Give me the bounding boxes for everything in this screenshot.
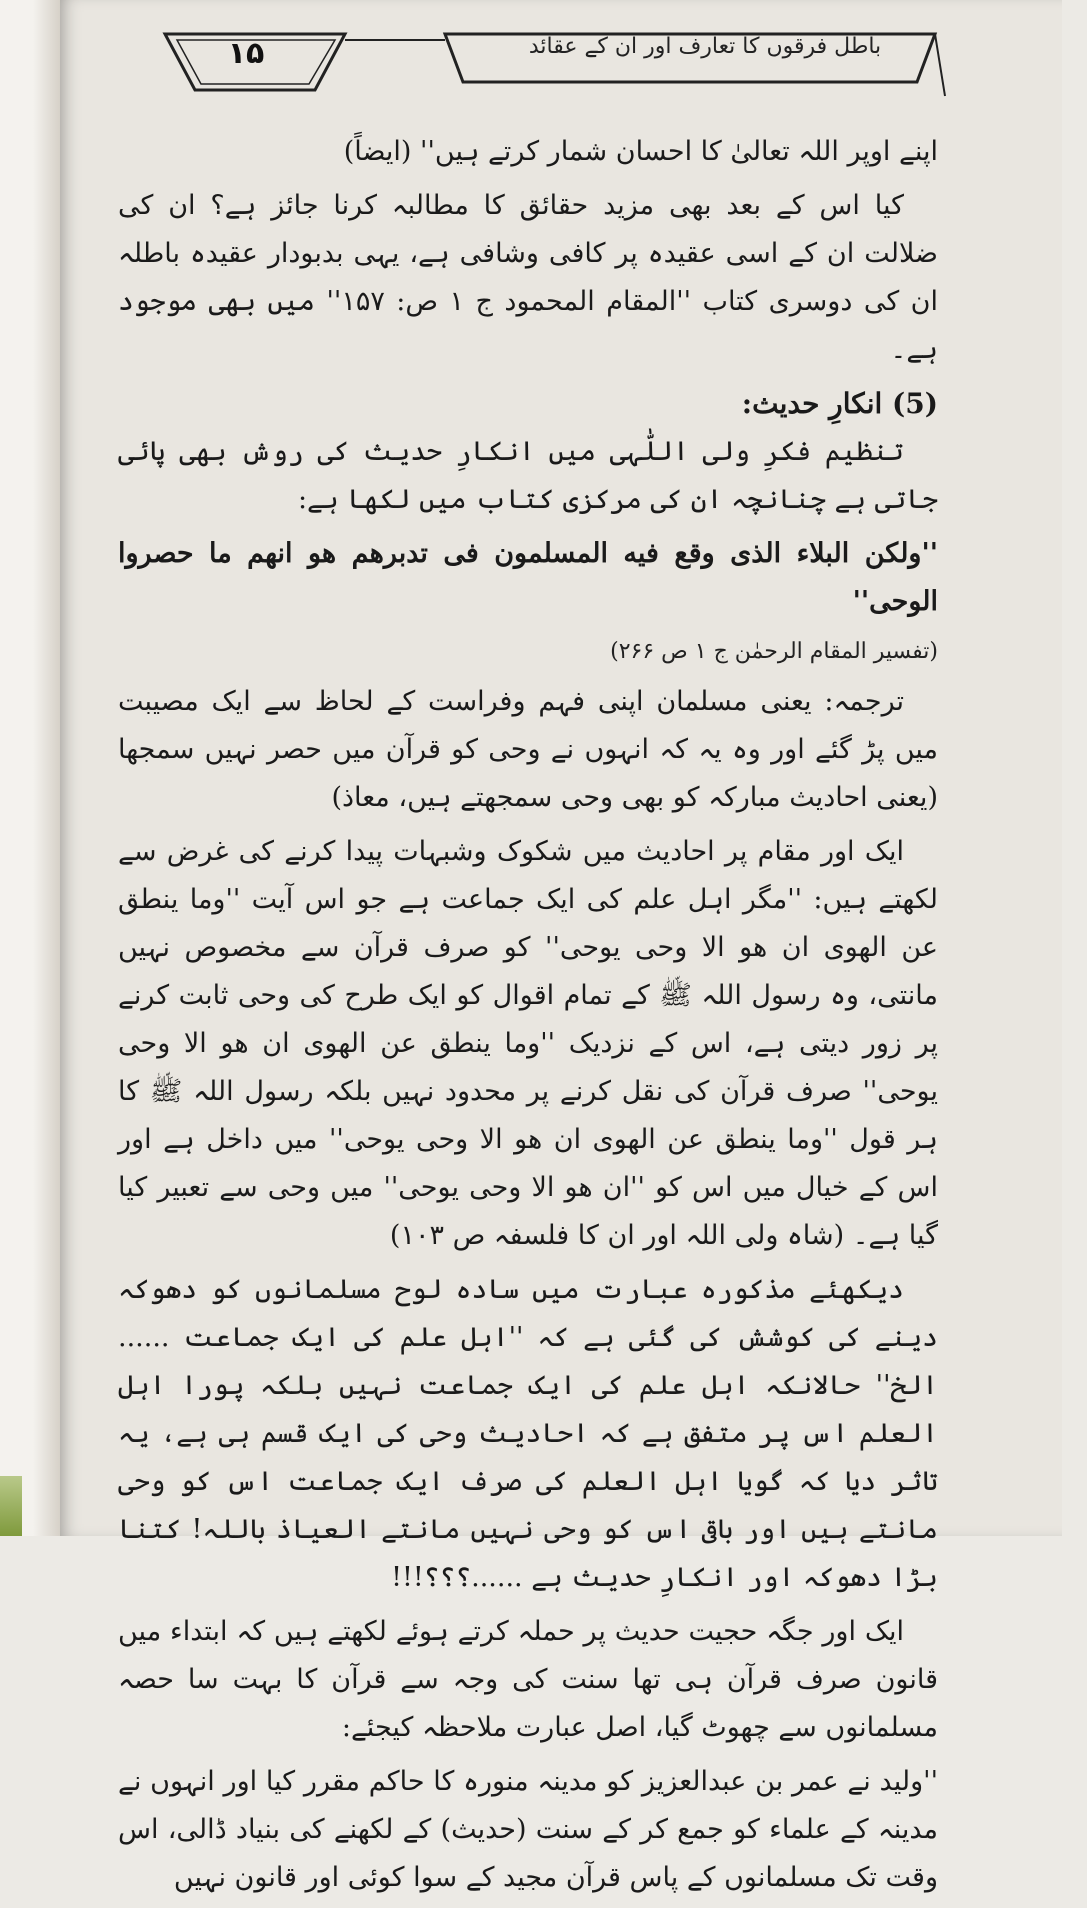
paragraph-1: اپنے اوپر اللہ تعالیٰ کا احسان شمار کرتے ہیں'' (ایضاً) [118,128,938,176]
paragraph-2: کیا اس کے بعد بھی مزید حقائق کا مطالبہ کرنا جائز ہے؟ ان کی ضلالت ان کے اسی عقیدہ پر کافی وشافی ہے، یہی بدبودار عقیدہ باطلہ ان کی دوسری کتاب ''المقام المحمود ج ۱ ص: ۱۵۷'' میں بھی موجود ہے۔ [118,182,938,374]
paragraph-4: ایک اور مقام پر احادیث میں شکوک وشبہات پیدا کرنے کی غرض سے لکھتے ہیں: ''مگر اہل علم کی ایک جماعت ہے جو اس آیت ''وما ینطق عن الھوی ان ھو الا وحی یوحی'' کو صرف قرآن سے مخصوص نہیں مانتی، وہ رسول اللہ ﷺ کے تمام اقوال کو ایک طرح کی وحی ثابت کرنے پر زور دیتی ہے، اس کے نزدیک ''وما ینطق عن الھوی ان ھو الا وحی یوحی'' صرف قرآن کی نقل کرنے پر محدود نہیں بلکہ رسول اللہ ﷺ کا ہر قول ''وما ینطق عن الھوی ان ھو الا وحی یوحی'' میں داخل ہے اور اس کے خیال میں اس کو ''ان ھو الا وحی یوحی'' میں وحی سے تعبیر کیا گیا ہے۔ (شاہ ولی اللہ اور ان کا فلسفہ ص ۱۰۳) [118,828,938,1260]
paragraph-6: ایک اور جگہ حجیت حدیث پر حملہ کرتے ہوئے لکھتے ہیں کہ ابتداء میں قانون صرف قرآن ہی تھا سنت کی وجہ سے قرآن کا بہت سا حصہ مسلمانوں سے چھوٹ گیا، اصل عبارت ملاحظہ کیجئے: [118,1608,938,1752]
quote-reference: (تفسیر المقام الرحمٰن ج ۱ ص ۲۶۶) [118,632,938,672]
paragraph-3: تنظیم فکرِ ولی اللّٰہی میں انکارِ حدیث کی روش بھی پائی جاتی ہے چنانچہ ان کی مرکزی کتاب میں لکھا ہے: [118,428,938,524]
translation-paragraph: ترجمہ: یعنی مسلمان اپنی فہم وفراست کے لحاظ سے ایک مصیبت میں پڑ گئے اور وہ یہ کہ انہوں نے وحی کو قرآن میں حصر نہیں سمجھا (یعنی احادیث مبارکہ کو بھی وحی سمجھتے ہیں، معاذ) [118,678,938,822]
paragraph-7: ''ولید نے عمر بن عبدالعزیز کو مدینہ منورہ کا حاکم مقرر کیا اور انہوں نے مدینہ کے علماء کو جمع کر کے سنت (حدیث) کے لکھنے کی بنیاد ڈالی، اس وقت تک مسلمانوں کے پاس قرآن مجید کے سوا کوئی اور قانون نہیں [118,1758,938,1902]
page-number: ۱۵ [201,36,291,71]
corner-tab-mark [0,1476,22,1536]
running-title: باطل فرقوں کا تعارف اور ان کے عقائد [475,34,935,59]
book-gutter [0,0,60,1536]
paragraph-5: دیکھئے مذکورہ عبارت میں سادہ لوح مسلمانوں کو دھوکہ دینے کی کوشش کی گئی ہے کہ ''اہل علم کی ایک جماعت ...... الخ'' حالانکہ اہل علم کی ایک جماعت نہیں بلکہ پورا اہل العلم اس پر متفق ہے کہ احادیث وحی کی ایک قسم ہی ہے، یہ تاثر دیا کہ گویا اہل العلم کی صرف ایک جماعت اس کو وحی مانتے ہیں اور باقی اس کو وحی نہیں مانتے العیاذ باللہ! کتنا بڑا دھوکہ اور انکارِ حدیث ہے ......؟؟؟!!! [118,1266,938,1602]
arabic-quote: ''ولکن البلاء الذی وقع فیه المسلمون فی تدبرھم ھو انھم ما حصروا الوحی'' [118,530,938,626]
page-body [118,128,938,1908]
section-heading: (5) انکارِ حدیث: [118,380,938,428]
page-header [145,26,955,100]
